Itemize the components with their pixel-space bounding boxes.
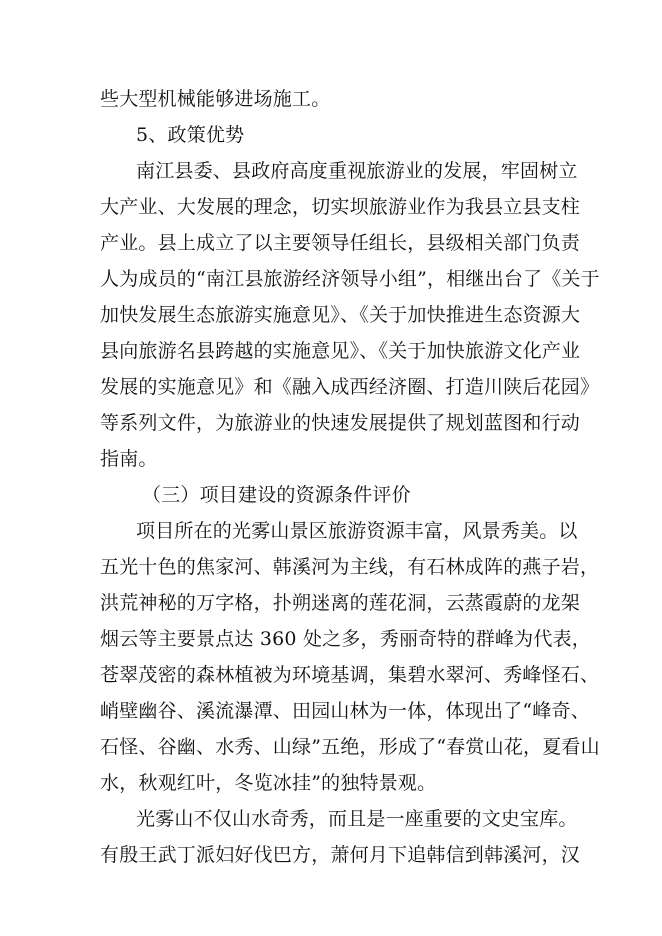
text-line-20: 水，秋观红叶，冬览冰挂”的独特景观。: [100, 772, 437, 794]
text-line-18: 峭壁幽谷、溪流瀑潭、田园山林为一体，体现出了“峰奇、: [100, 700, 590, 722]
section-heading-policy: 5、政策优势: [136, 124, 245, 146]
text-line-10: 等系列文件，为旅游业的快速发展提供了规划蓝图和行动: [100, 412, 581, 434]
text-line-09: 发展的实施意见》和《融入成西经济圈、打造川陕后花园》: [100, 376, 600, 398]
section-heading-resources: （三）项目建设的资源条件评价: [142, 484, 411, 506]
text-line-22: 有殷王武丁派妇好伐巴方，萧何月下追韩信到韩溪河，汉: [100, 844, 581, 866]
text-line-15: 洪荒神秘的万字格，扑朔迷离的莲花洞，云蒸霞蔚的龙架: [100, 592, 581, 614]
text-line-11: 指南。: [100, 448, 158, 470]
text-line-05: 产业。县上成立了以主要领导任组长，县级相关部门负责: [100, 232, 581, 254]
text-line-16: 烟云等主要景点达 360 处之多，秀丽奇特的群峰为代表，: [100, 628, 591, 650]
text-line-07: 加快发展生态旅游实施意见》、《关于加快推进生态资源大: [100, 304, 581, 326]
text-line-17: 苍翠茂密的森林植被为环境基调，集碧水翠河、秀峰怪石、: [100, 664, 600, 686]
text-line-21: 光雾山不仅山水奇秀，而且是一座重要的文史宝库。: [136, 808, 578, 830]
text-line-13: 项目所在的光雾山景区旅游资源丰富，风景秀美。以: [136, 520, 578, 542]
text-line-06: 人为成员的“南江县旅游经济领导小组”，相继出台了《关于: [100, 268, 600, 290]
text-line-01: 些大型机械能够进场施工。: [100, 88, 331, 110]
text-line-19: 石怪、谷幽、水秀、山绿”五绝，形成了“春赏山花，夏看山: [100, 736, 600, 758]
text-line-08: 县向旅游名县跨越的实施意见》、《关于加快旅游文化产业: [100, 340, 581, 362]
text-line-03: 南江县委、县政府高度重视旅游业的发展，牢固树立: [136, 160, 578, 182]
text-line-14: 五光十色的焦家河、韩溪河为主线，有石林成阵的燕子岩，: [100, 556, 600, 578]
text-line-04: 大产业、大发展的理念，切实坝旅游业作为我县立县支柱: [100, 196, 581, 218]
